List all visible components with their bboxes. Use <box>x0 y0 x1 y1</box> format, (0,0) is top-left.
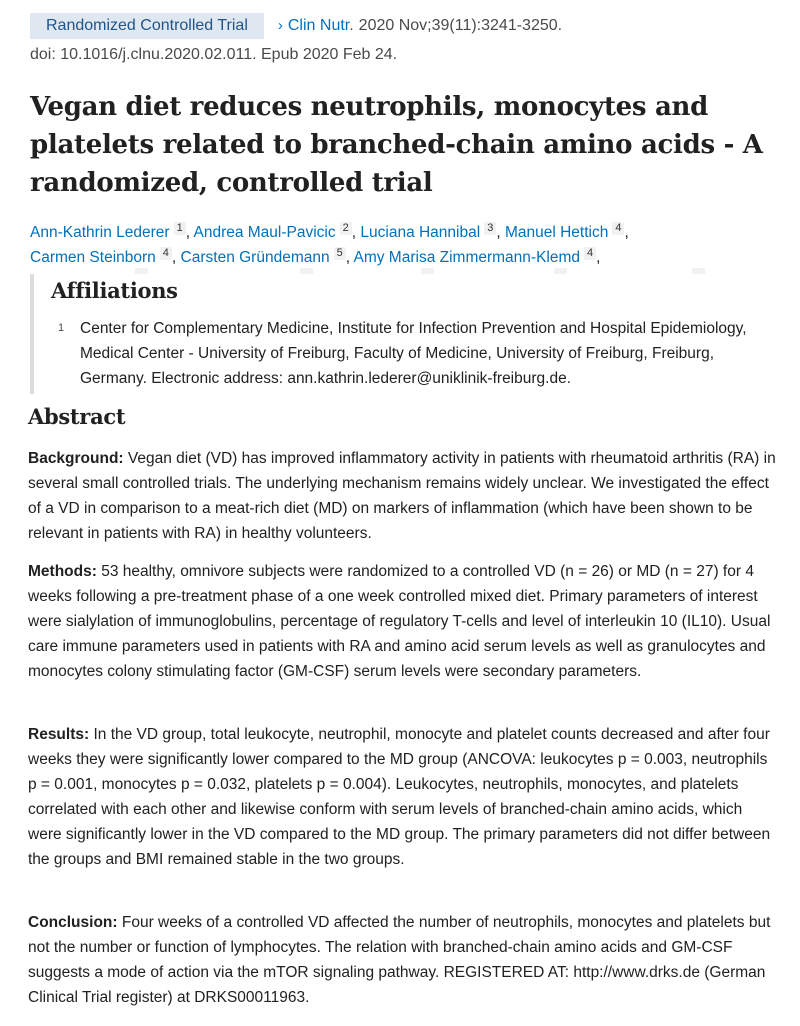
section-label: Results: <box>28 726 90 743</box>
affiliation-ref[interactable]: 5 <box>334 247 346 260</box>
abstract-heading: Abstract <box>28 404 126 429</box>
affiliation-ref[interactable]: 4 <box>160 247 172 260</box>
author-link[interactable]: Luciana Hannibal <box>360 224 481 241</box>
section-text: In the VD group, total leukocyte, neutrophil, monocyte and platelet counts decreased and after four weeks they were significantly lower compared to the MD group (ANCOVA: leukocytes p = 0.003, neutrophils p = 0.001, monocytes p = 0.032, platelets p = 0.004). Leukocytes, neutrophils, monocytes, and platelets correlated with each other and likewise conform with serum levels of branched-chain amino acids, which were significantly lower in the VD compared to the MD group. The primary parameters did not differ between the groups and BMI remained stable in the two groups. <box>28 726 771 868</box>
author-link[interactable]: Ann-Kathrin Lederer <box>30 224 170 241</box>
author-list <box>30 220 770 270</box>
abstract-methods <box>28 559 780 684</box>
section-label: Methods: <box>28 563 97 580</box>
section-text: Four weeks of a controlled VD affected the number of neutrophils, monocytes and platelets but not the number or function of lymphocytes. The relation with branched-chain amino acids and GM-CSF suggests a mode of action via the mTOR signaling pathway. REGISTERED AT: http://www.drks.de (German Clinical Trial register) at DRKS00011963. <box>28 914 771 1006</box>
abstract-background <box>28 446 780 546</box>
separator: , <box>345 249 354 266</box>
affiliations-heading: Affiliations <box>51 278 178 303</box>
abstract-results <box>28 722 780 872</box>
issue-info: 2020 Nov;39(11):3241-3250. <box>358 17 563 34</box>
separator: , <box>185 224 194 241</box>
affiliation-ref[interactable]: 4 <box>612 222 624 235</box>
journal-link[interactable] <box>278 17 354 35</box>
separator: , <box>171 249 181 266</box>
section-text: 53 healthy, omnivore subjects were randomized to a controlled VD (n = 26) or MD (n = 27) for 4 weeks following a pre-treatment phase of a one week controlled mixed diet. Primary parameters of interest were sialylation of immunoglobulins, percentage of regulatory T-cells and level of interleukin 10 (IL10). Usual care immune parameters used in patients with RA and amino acid serum levels as well as granulocytes and monocytes colony stimulating factor (GM-CSF) serum levels were secondary parameters. <box>28 563 771 680</box>
separator: , <box>496 224 505 241</box>
affiliation-number: 1 <box>58 322 65 334</box>
author-row <box>30 220 770 245</box>
author-link[interactable]: Andrea Maul-Pavicic <box>193 224 336 241</box>
separator: , <box>596 249 601 266</box>
journal-name[interactable]: Clin Nutr. <box>287 17 354 34</box>
citation-line <box>30 13 562 39</box>
separator: , <box>624 224 629 241</box>
chevron-right-icon: › <box>277 17 283 34</box>
abstract-conclusion <box>28 910 780 1010</box>
author-row <box>30 245 770 270</box>
affiliations-panel <box>30 274 774 394</box>
affiliation-text: Center for Complementary Medicine, Institute for Infection Prevention and Hospital Epidemiology, Medical Center - University of Freiburg, Faculty of Medicine, University of Freiburg, Freiburg, Germany. Electronic address: ann.kathrin.lederer@uniklinik-freiburg.de. <box>80 320 747 387</box>
article-title: Vegan diet reduces neutrophils, monocytes and platelets related to branched-chain amino acids - A randomized, controlled trial <box>30 92 763 198</box>
affiliation-ref[interactable]: 4 <box>584 247 596 260</box>
publication-type-badge: Randomized Controlled Trial <box>30 13 264 39</box>
doi-line: doi: 10.1016/j.clnu.2020.02.011. Epub 2020 Feb 24. <box>30 46 398 63</box>
author-link[interactable]: Amy Marisa Zimmermann-Klemd <box>353 249 581 266</box>
section-label: Conclusion: <box>28 914 118 931</box>
separator: , <box>351 224 361 241</box>
author-link[interactable]: Carmen Steinborn <box>30 249 156 266</box>
affiliation-ref[interactable]: 3 <box>484 222 496 235</box>
affiliation-ref[interactable]: 1 <box>174 222 186 235</box>
author-link[interactable]: Manuel Hettich <box>504 224 609 241</box>
affiliation-item <box>58 316 774 391</box>
author-link[interactable]: Carsten Gründemann <box>180 249 330 266</box>
section-label: Background: <box>28 450 124 467</box>
section-text: Vegan diet (VD) has improved inflammatory activity in patients with rheumatoid arthritis (RA) in several small controlled trials. The underlying mechanism remains widely unclear. We investigated the effect of a VD in comparison to a meat-rich diet (MD) on markers of inflammation (which have been shown to be relevant in patients with RA) in healthy volunteers. <box>28 450 776 542</box>
affiliation-ref[interactable]: 2 <box>340 222 352 235</box>
